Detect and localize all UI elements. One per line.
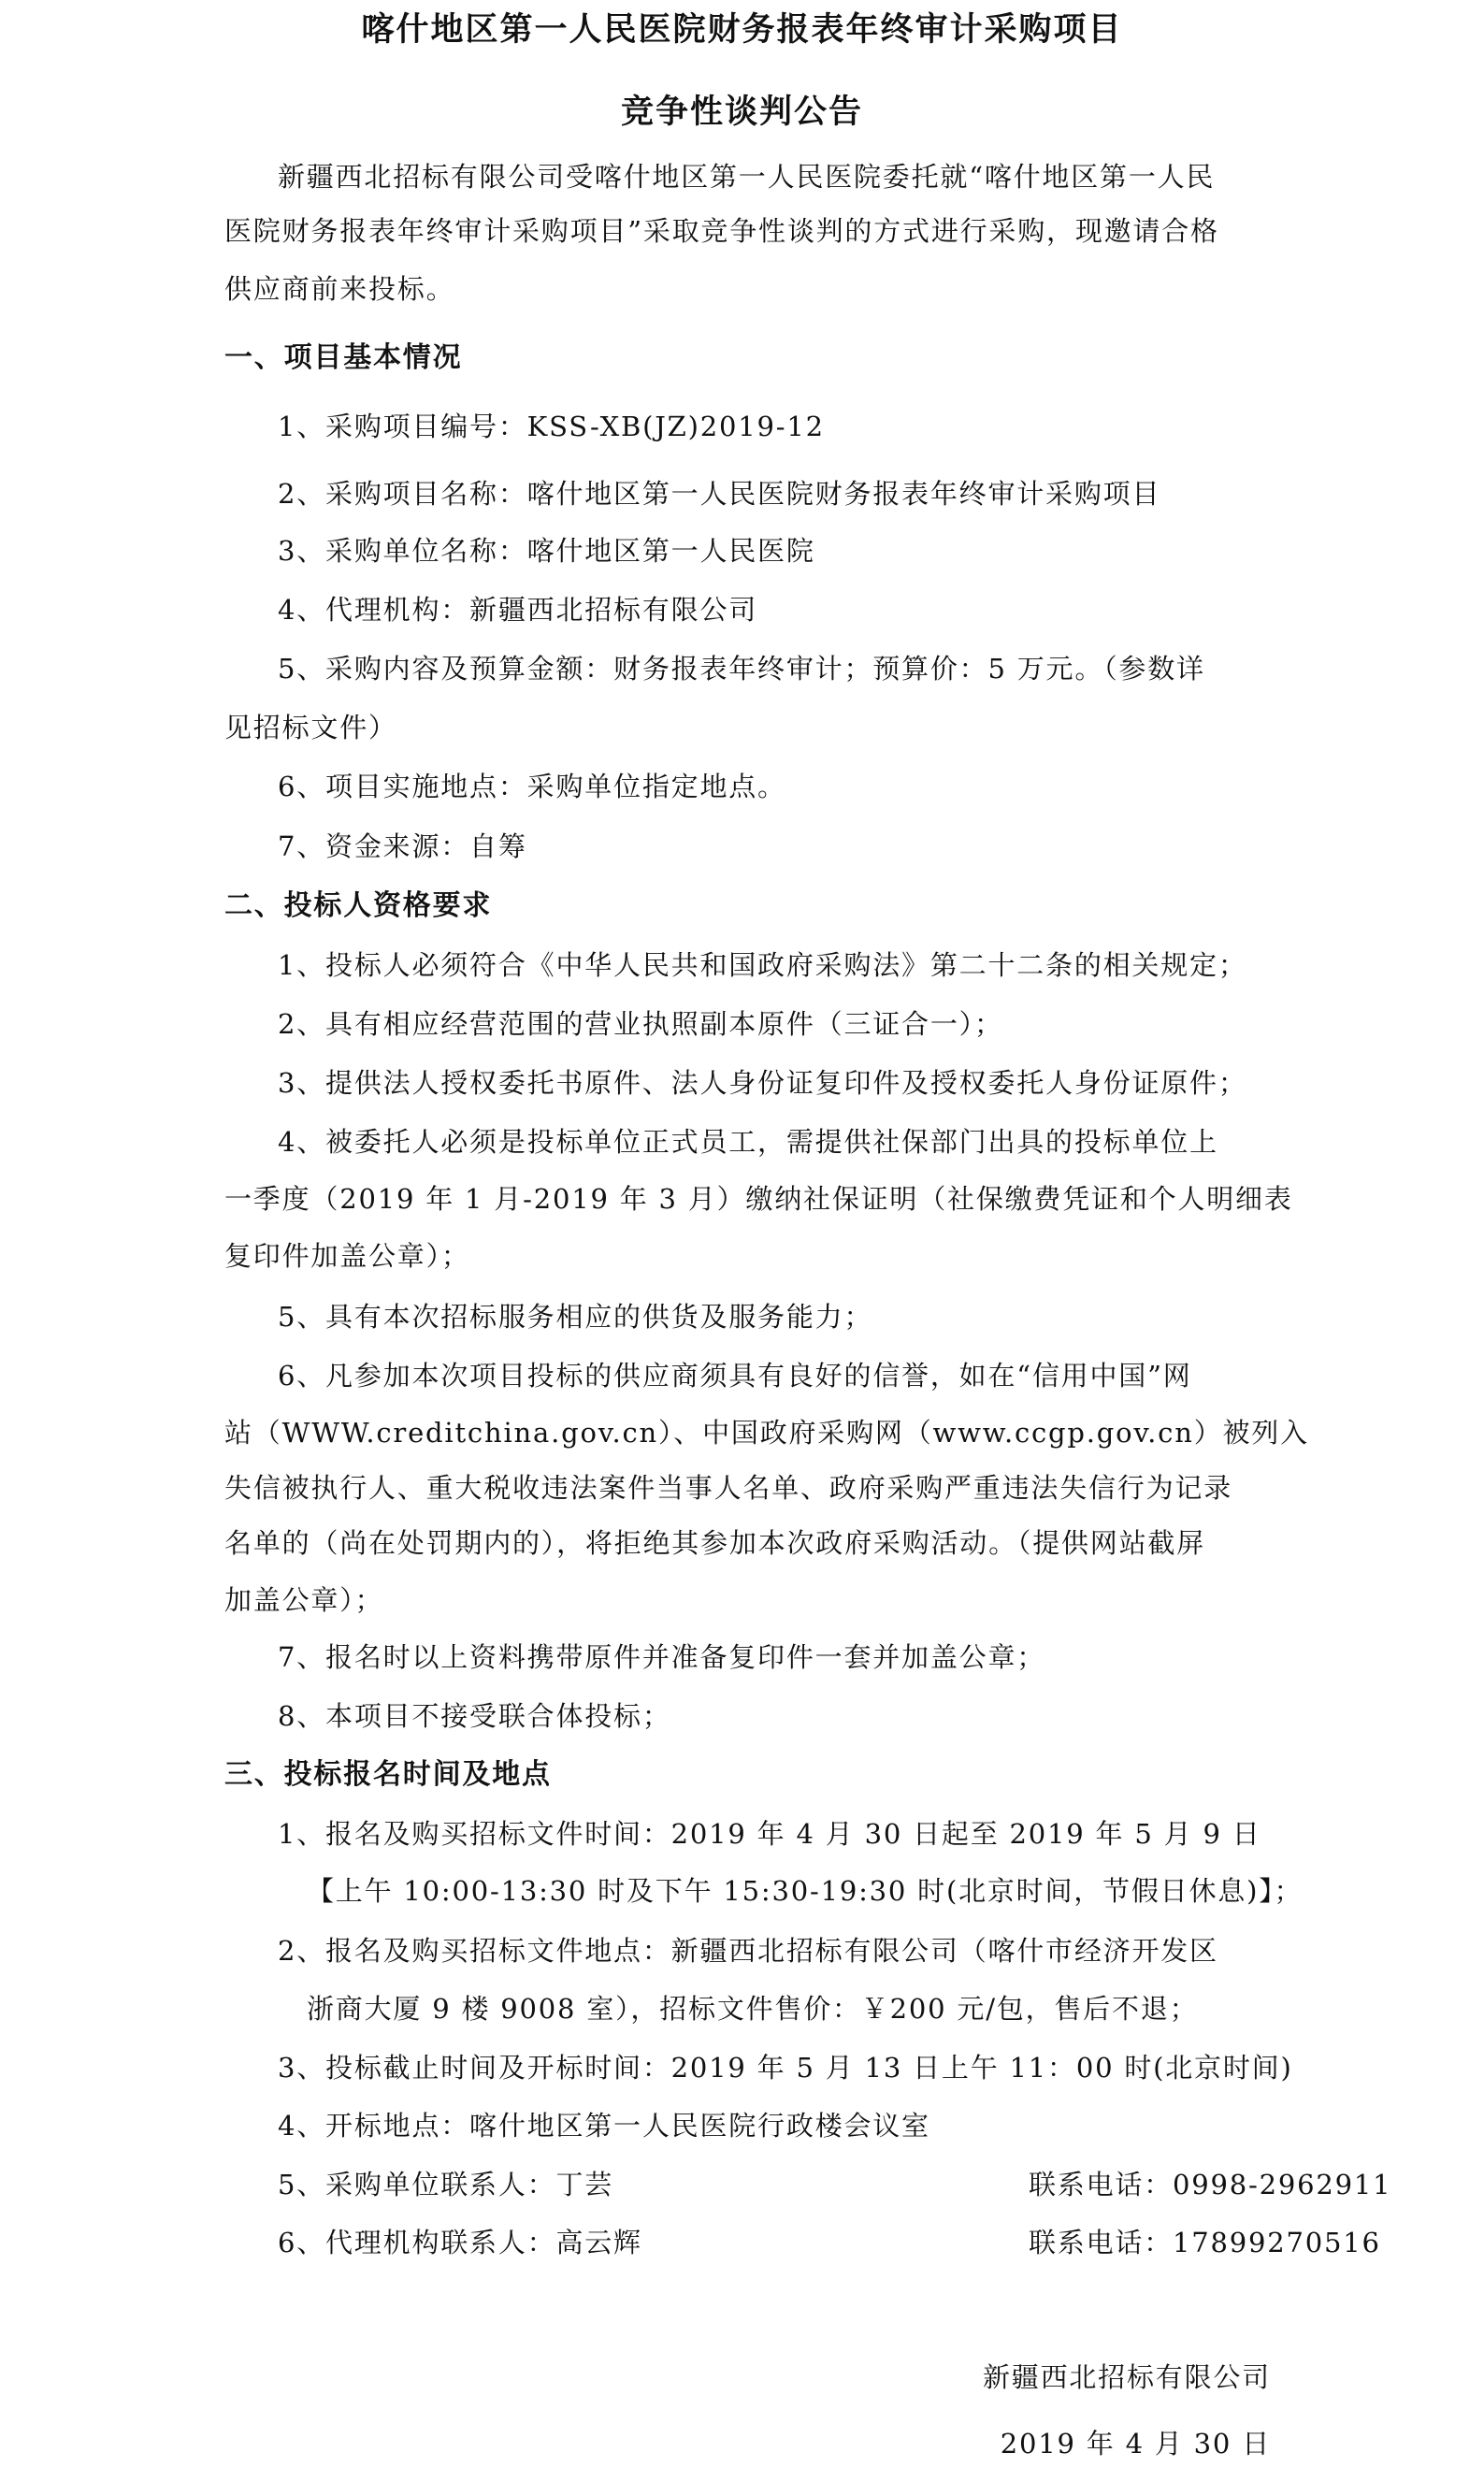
- section-1-heading: 一、项目基本情况: [224, 341, 463, 374]
- s1-item-7: 7、资金来源：自筹: [278, 830, 527, 862]
- s2-item-6-cont-1: 站（WWW.creditchina.gov.cn）、中国政府采购网（www.ccgp.gov.cn）被列入: [224, 1417, 1309, 1449]
- section-2-heading: 二、投标人资格要求: [224, 889, 493, 922]
- s2-item-2: 2、具有相应经营范围的营业执照副本原件（三证合一）；: [278, 1008, 1003, 1040]
- s3-item-4: 4、开标地点：喀什地区第一人民医院行政楼会议室: [278, 2110, 930, 2142]
- signature-date: 2019 年 4 月 30 日: [1000, 2428, 1271, 2460]
- s2-item-4-cont-2: 复印件加盖公章）；: [224, 1240, 470, 1272]
- purchaser-phone: 联系电话：0998-2962911: [1029, 2169, 1392, 2200]
- section-3-heading: 三、投标报名时间及地点: [224, 1758, 552, 1791]
- agency-phone: 联系电话：17899270516: [1029, 2227, 1381, 2258]
- s3-item-3: 3、投标截止时间及开标时间：2019 年 5 月 13 日上午 11：00 时(北京时间): [278, 2052, 1293, 2084]
- s2-item-4: 4、被委托人必须是投标单位正式员工，需提供社保部门出具的投标单位上: [278, 1126, 1218, 1158]
- s2-item-3: 3、提供法人授权委托书原件、法人身份证复印件及授权委托人身份证原件；: [278, 1067, 1247, 1099]
- s2-item-6-cont-3: 名单的（尚在处罚期内的），将拒绝其参加本次政府采购活动。（提供网站截屏: [224, 1527, 1206, 1559]
- intro-line-2: 医院财务报表年终审计采购项目”采取竞争性谈判的方式进行采购，现邀请合格: [224, 215, 1219, 247]
- s1-item-2: 2、采购项目名称：喀什地区第一人民医院财务报表年终审计采购项目: [278, 478, 1161, 510]
- s1-item-1: 1、采购项目编号：KSS-XB(JZ)2019-12: [278, 411, 825, 442]
- title-line-1: 喀什地区第一人民医院财务报表年终审计采购项目: [361, 11, 1123, 49]
- s1-item-5: 5、采购内容及预算金额：财务报表年终审计；预算价：5 万元。（参数详: [278, 653, 1205, 685]
- s3-item-1: 1、报名及购买招标文件时间：2019 年 4 月 30 日起至 2019 年 5 月 9 日: [278, 1818, 1261, 1850]
- intro-line-3: 供应商前来投标。: [224, 273, 455, 305]
- intro-line-1: 新疆西北招标有限公司受喀什地区第一人民医院委托就“喀什地区第一人民: [278, 161, 1216, 193]
- s2-item-5: 5、具有本次招标服务相应的供货及服务能力；: [278, 1301, 873, 1333]
- s1-item-5-cont: 见招标文件）: [224, 712, 397, 743]
- s2-item-6-cont-4: 加盖公章）；: [224, 1584, 384, 1616]
- s2-item-6: 6、凡参加本次项目投标的供应商须具有良好的信誉，如在“信用中国”网: [278, 1360, 1192, 1392]
- s2-item-1: 1、投标人必须符合《中华人民共和国政府采购法》第二十二条的相关规定；: [278, 949, 1247, 981]
- s3-item-1-cont: 【上午 10:00-13:30 时及下午 15:30-19:30 时(北京时间，节假日休息)】；: [307, 1875, 1304, 1907]
- s3-item-2: 2、报名及购买招标文件地点：新疆西北招标有限公司（喀什市经济开发区: [278, 1935, 1218, 1967]
- title-line-2: 竞争性谈判公告: [620, 94, 863, 131]
- s2-item-7: 7、报名时以上资料携带原件并准备复印件一套并加盖公章；: [278, 1641, 1046, 1673]
- s3-item-2-cont: 浙商大厦 9 楼 9008 室），招标文件售价：￥200 元/包，售后不退；: [307, 1993, 1199, 2025]
- s2-item-6-cont-2: 失信被执行人、重大税收违法案件当事人名单、政府采购严重违法失信行为记录: [224, 1472, 1233, 1504]
- s2-item-8: 8、本项目不接受联合体投标；: [278, 1700, 671, 1732]
- purchaser-contact-label: 5、采购单位联系人：丁芸: [278, 2169, 614, 2200]
- signature-company: 新疆西北招标有限公司: [982, 2361, 1271, 2393]
- s3-item-5: [224, 2161, 1392, 2208]
- s3-item-6: [224, 2219, 1381, 2266]
- s1-item-6: 6、项目实施地点：采购单位指定地点。: [278, 771, 786, 802]
- agency-contact-label: 6、代理机构联系人：高云辉: [278, 2227, 642, 2258]
- s1-item-4: 4、代理机构：新疆西北招标有限公司: [278, 594, 758, 626]
- s2-item-4-cont-1: 一季度（2019 年 1 月-2019 年 3 月）缴纳社保证明（社保缴费凭证和个人明细表: [224, 1183, 1293, 1215]
- s1-item-3: 3、采购单位名称：喀什地区第一人民医院: [278, 535, 815, 567]
